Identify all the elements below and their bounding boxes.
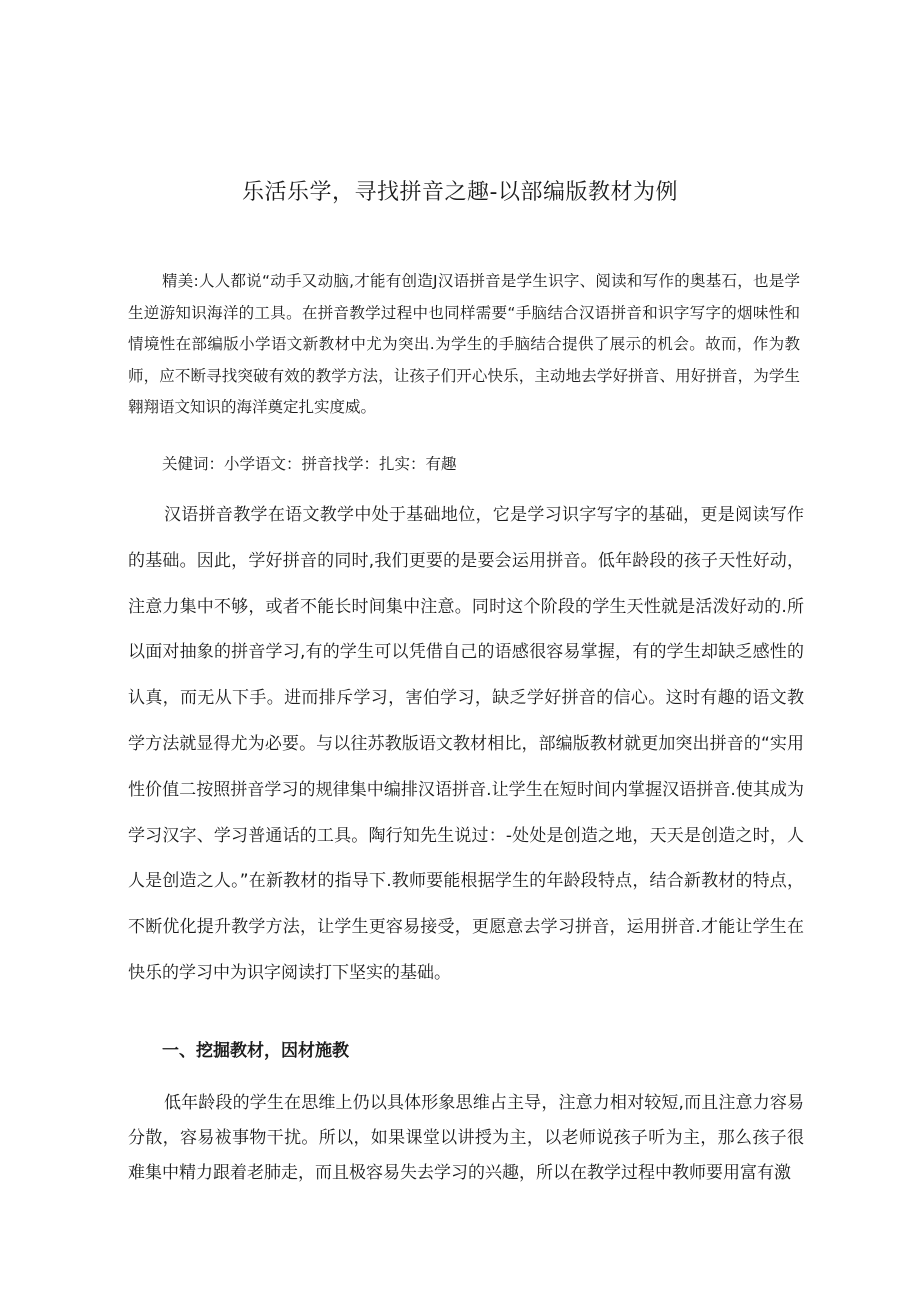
abstract-paragraph: 精美:人人都说“动手又动脑,才能有创造J汉语拼音是学生识字、阅读和写作的奥基石，也是学生逆游知识海洋的工具。在拼音教学过程中也同样需要“手脑结合汉语拼音和识字写字的烟味性和情境性在部编版小学语文新教材中尤为突出.为学生的手脑结合提供了展示的机会。故而，作为教师，应不断寻找突破有效的教学方法，让孩子们开心快乐，主动地去学好拼音、用好拼音，为学生翱翔语文知识的海洋奠定扎实度威。 bbox=[128, 272, 800, 416]
section-heading: 一、挖掘教材，因材施教 bbox=[162, 1041, 349, 1061]
keywords-line: 关健词：小学语文：拼音找学：扎实：有趣 bbox=[162, 455, 457, 473]
section-paragraph: 低年龄段的学生在思维上仍以具体形象思维占主导，注意力相对较短,而且注意力容易分散，容易袚事物干扰。所以，如果课堂以讲授为主，以老师说孩子听为主，那么孩子很难集中精力跟着老肺走，而且极容易失去学习的兴趣，所以在教学过程中教师要用富有激 bbox=[128, 1093, 804, 1183]
intro-paragraph: 汉语拼音教学在语文教学中处于基础地位，它是学习识字写字的基础，更是阅读写作的基础。因此，学好拼音的同时,我们更要的是要会运用拼音。低年龄段的孩子天性好动，注意力集中不够，或者不能长时间集中注意。同时这个阶段的学生天性就是活泼好动的.所以面对抽象的拼音学习,有的学生可以凭借自己的语感很容易掌握，有的学生却缺乏感性的认真，而无从下手。进而排斥学习，害伯学习，缺乏学好拼音的信心。这时有趣的语文教学方法就显得尤为必要。与以往苏教版语文教材相比，部编版教材就更加突出拼音的“实用性价值二按照拼音学习的规律集中编排汉语拼音.让学生在短时间内掌握汉语拼音.使其成为学习汉字、学习普通话的工具。陶行知先生说过：-处处是创造之地，天天是创造之时，人人是创造之人。”在新教材的指导下.教师要能根据学生的年龄段特点，结合新教材的特点，不断优化提升教学方法，让学生更容易接受，更愿意去学习拼音，运用拼音.才能让学生在快乐的学习中为识字阅读打下坚实的基础。 bbox=[128, 505, 804, 983]
document-title: 乐活乐学，寻找拼音之趣-以部编版教材为例 bbox=[242, 180, 678, 205]
